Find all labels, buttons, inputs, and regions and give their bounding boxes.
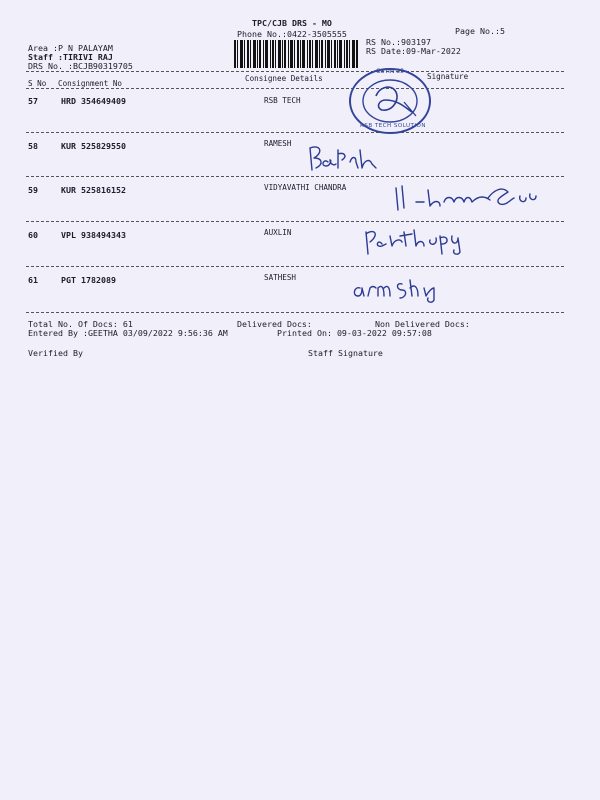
row-sno: 59 bbox=[28, 185, 38, 195]
page-number: Page No.:5 bbox=[455, 26, 505, 36]
row-consignee: RSB TECH bbox=[264, 96, 301, 105]
delivered-docs: Delivered Docs: bbox=[237, 319, 312, 329]
printed-on: Printed On: 09-03-2022 09:57:08 bbox=[277, 328, 432, 338]
staff-signature: Staff Signature bbox=[308, 348, 383, 358]
column-consignment: Consignment No bbox=[58, 79, 123, 88]
rs-date: RS Date:09-Mar-2022 bbox=[366, 46, 461, 56]
entered-by: Entered By :GEETHA 03/09/2022 9:56:36 AM bbox=[28, 328, 228, 338]
row-consignment: HRD 354649409 bbox=[61, 96, 126, 106]
signature bbox=[390, 180, 540, 216]
signature bbox=[306, 142, 382, 176]
divider bbox=[26, 221, 564, 222]
row-sno: 60 bbox=[28, 230, 38, 240]
non-delivered-docs: Non Delivered Docs: bbox=[375, 319, 470, 329]
row-consignee: SATHESH bbox=[264, 273, 297, 282]
column-consignee: Consignee Details bbox=[245, 74, 323, 83]
divider bbox=[26, 266, 564, 267]
stamp-text-ring: RSB TECH SOLUTION bbox=[360, 123, 426, 129]
signature bbox=[348, 274, 448, 304]
row-consignee: VIDYAVATHI CHANDRA bbox=[264, 183, 347, 192]
document-title: TPC/CJB DRS - MO bbox=[252, 18, 332, 28]
divider bbox=[26, 312, 564, 313]
rs-number: RS No.:903197 bbox=[366, 37, 431, 47]
company-stamp bbox=[346, 66, 434, 136]
divider bbox=[26, 176, 564, 177]
column-signature: Signature bbox=[427, 72, 469, 81]
area-label: Area :P N PALAYAM bbox=[28, 43, 113, 53]
divider bbox=[26, 88, 564, 89]
column-sno: S No bbox=[28, 79, 47, 88]
drs-number: DRS No. :BCJB90319705 bbox=[28, 61, 133, 71]
row-consignment: KUR 525829550 bbox=[61, 141, 126, 151]
row-consignment: PGT 1782089 bbox=[61, 275, 116, 285]
verified-by: Verified By bbox=[28, 348, 83, 358]
signature bbox=[360, 222, 470, 258]
row-consignee: AUXLIN bbox=[264, 228, 292, 237]
row-sno: 61 bbox=[28, 275, 38, 285]
staff-label: Staff :TIRIVI RAJ bbox=[28, 52, 113, 62]
row-consignee: RAMESH bbox=[264, 139, 292, 148]
row-sno: 58 bbox=[28, 141, 38, 151]
row-consignment: VPL 938494343 bbox=[61, 230, 126, 240]
total-docs: Total No. Of Docs: 61 bbox=[28, 319, 133, 329]
barcode bbox=[234, 40, 358, 68]
divider bbox=[26, 71, 564, 72]
row-sno: 57 bbox=[28, 96, 38, 106]
stamp-text-top: GSTIN 33 bbox=[376, 68, 404, 75]
row-consignment: KUR 525816152 bbox=[61, 185, 126, 195]
phone-number: Phone No.:0422-3505555 bbox=[237, 29, 347, 39]
divider bbox=[26, 132, 564, 133]
